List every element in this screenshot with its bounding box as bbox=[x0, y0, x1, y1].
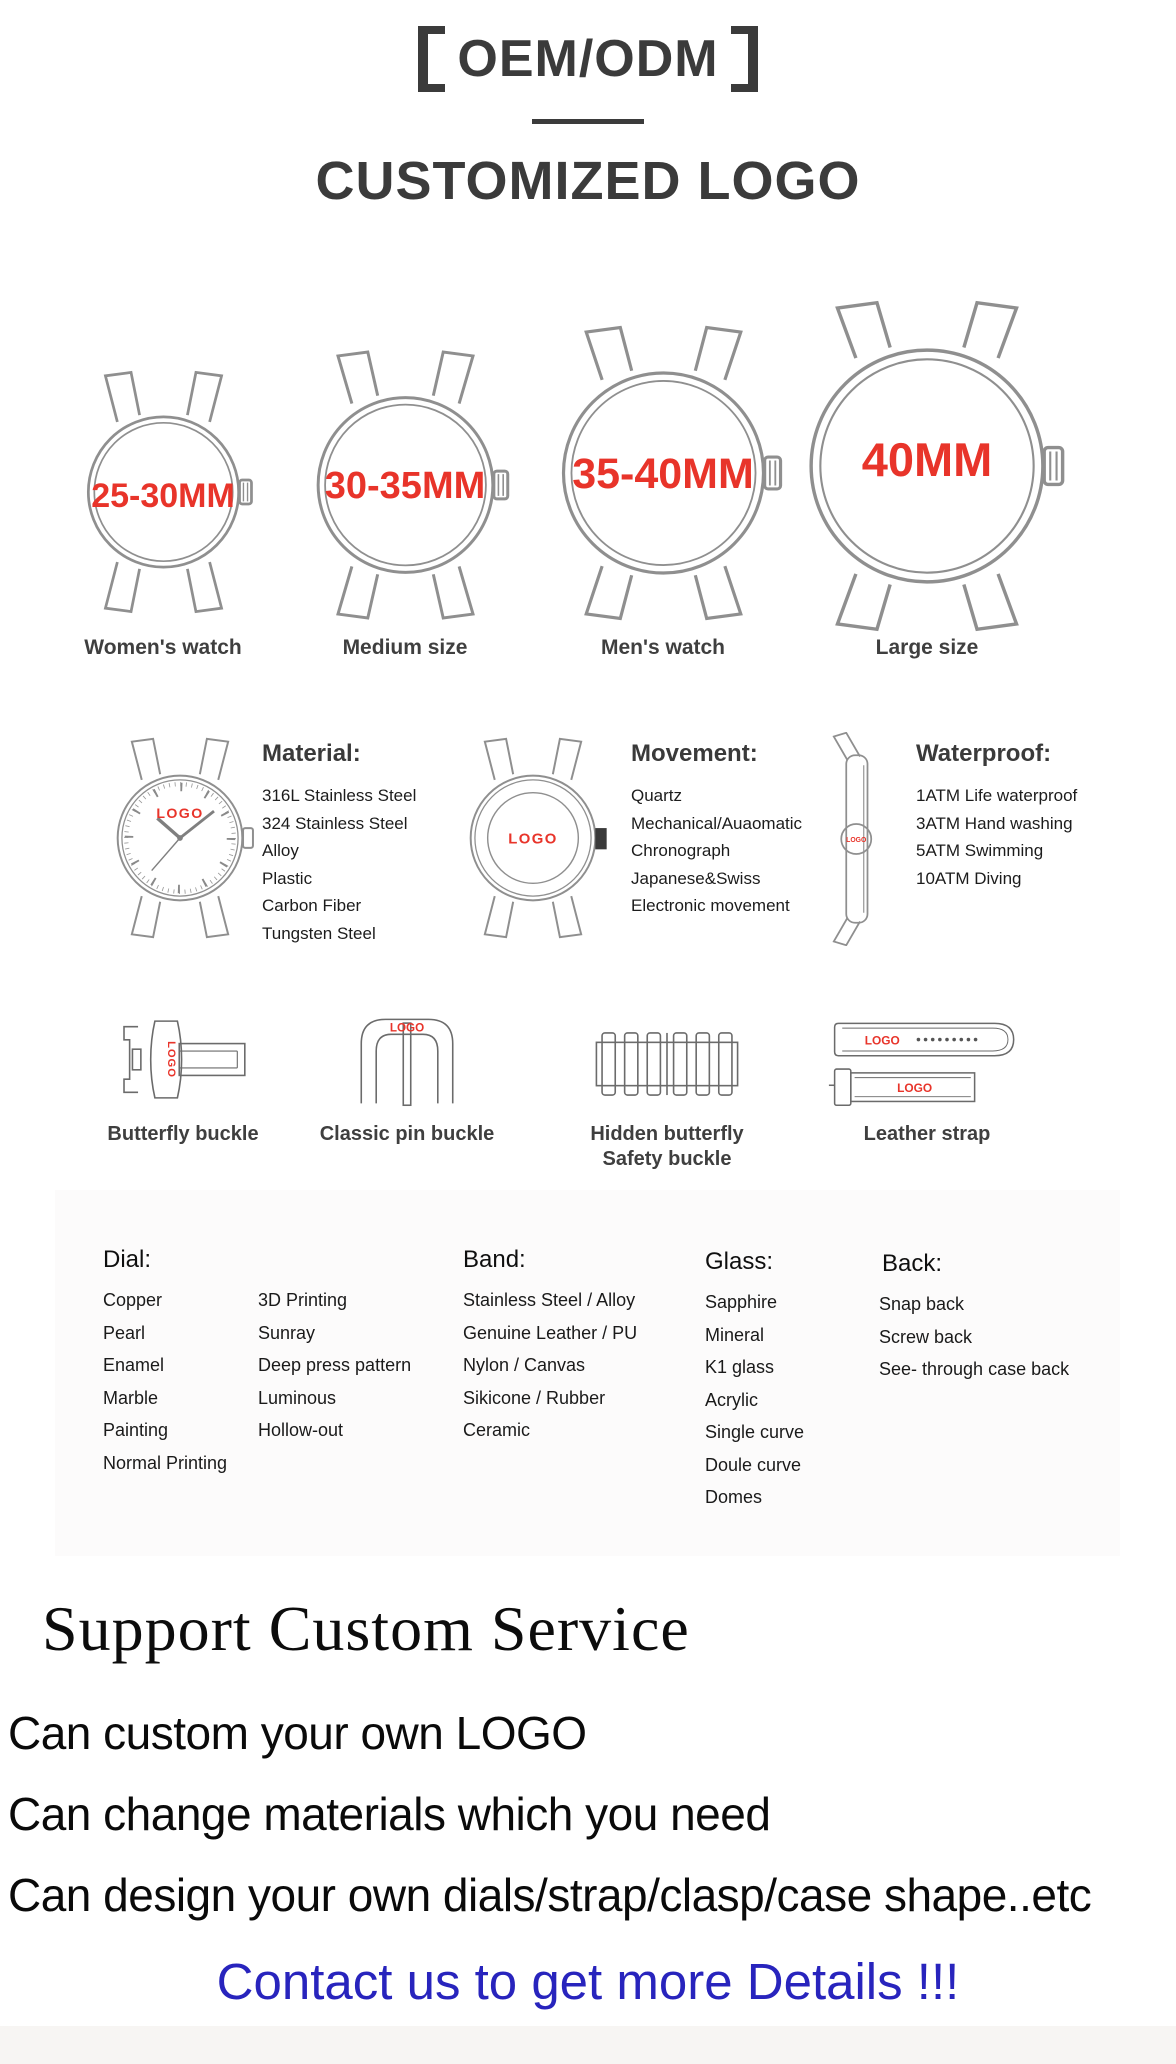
glass-options-list bbox=[705, 1286, 804, 1514]
band-options-title: Band: bbox=[463, 1246, 526, 1273]
design-own-line: Can design your own dials/strap/clasp/case shape..etc bbox=[8, 1869, 1092, 1921]
movement-item: Chronograph bbox=[631, 841, 731, 860]
watch-category-2: Medium size bbox=[342, 636, 468, 659]
dial-option: Copper bbox=[103, 1290, 163, 1310]
material-item: Alloy bbox=[262, 841, 299, 860]
watch-category-3: Men's watch bbox=[600, 636, 726, 659]
material-title: Material: bbox=[262, 740, 361, 767]
glass-option: Domes bbox=[705, 1487, 763, 1507]
material-item: 324 Stainless Steel bbox=[262, 813, 408, 833]
watch-size-label-3: 35-40MM bbox=[572, 450, 754, 498]
dial-option: 3D Printing bbox=[258, 1290, 348, 1310]
glass-option: Acrylic bbox=[705, 1389, 758, 1410]
watch-category-1: Women's watch bbox=[84, 636, 242, 659]
logo-placeholder-pin: LOGO bbox=[389, 1021, 425, 1035]
watch-size-label-1: 25-30MM bbox=[91, 477, 235, 515]
glass-option: Sapphire bbox=[705, 1292, 778, 1312]
glass-option: Single curve bbox=[705, 1422, 805, 1442]
left-lenticular-bracket bbox=[418, 26, 445, 92]
buckle-caption-3-line2: Safety buckle bbox=[602, 1148, 732, 1170]
buckle-caption-1: Butterfly buckle bbox=[107, 1123, 259, 1145]
band-option: Ceramic bbox=[463, 1420, 531, 1440]
movement-item: Japanese&Swiss bbox=[631, 868, 761, 888]
watch-side-profile-illustration bbox=[830, 732, 885, 946]
band-option: Stainless Steel / Alloy bbox=[463, 1290, 636, 1310]
dial-options-col2 bbox=[258, 1284, 411, 1447]
dial-option: Enamel bbox=[103, 1355, 165, 1375]
watch-category-4: Large size bbox=[875, 636, 979, 659]
page-title bbox=[0, 26, 1176, 92]
waterproof-item: 5ATM Swimming bbox=[916, 841, 1044, 860]
buckle-caption-4: Leather strap bbox=[863, 1123, 991, 1145]
dial-option: Normal Printing bbox=[103, 1452, 228, 1473]
waterproof-title: Waterproof: bbox=[916, 740, 1052, 767]
band-options-list bbox=[463, 1284, 637, 1447]
logo-placeholder-strap-bottom: LOGO bbox=[897, 1080, 933, 1095]
waterproof-item: 1ATM Life waterproof bbox=[916, 786, 1078, 805]
dial-option: Hollow-out bbox=[258, 1420, 344, 1440]
movement-item: Electronic movement bbox=[631, 896, 790, 915]
back-options-title: Back: bbox=[882, 1250, 943, 1277]
logo-placeholder-strap-top: LOGO bbox=[864, 1033, 900, 1048]
material-item: 316L Stainless Steel bbox=[262, 786, 417, 805]
right-lenticular-bracket bbox=[731, 26, 758, 92]
band-option: Sikicone / Rubber bbox=[463, 1387, 606, 1408]
material-item: Tungsten Steel bbox=[262, 923, 376, 943]
dial-option: Sunray bbox=[258, 1322, 316, 1343]
logo-placeholder-side: LOGO bbox=[846, 837, 867, 845]
page-title-text: OEM/ODM bbox=[457, 30, 719, 88]
hidden-butterfly-buckle-illustration bbox=[587, 1012, 747, 1116]
butterfly-buckle-illustration bbox=[108, 1008, 258, 1111]
waterproof-item: 10ATM Diving bbox=[916, 868, 1022, 888]
back-option: Screw back bbox=[879, 1326, 973, 1347]
logo-placeholder-butterfly: LOGO bbox=[165, 1041, 178, 1078]
dial-option: Deep press pattern bbox=[258, 1355, 412, 1375]
waterproof-spec-block bbox=[916, 740, 1077, 892]
back-option: Snap back bbox=[879, 1294, 965, 1314]
logo-placeholder-dial: LOGO bbox=[156, 806, 204, 823]
movement-item: Mechanical/Auaomatic bbox=[631, 813, 803, 833]
buckle-caption-2: Classic pin buckle bbox=[319, 1123, 495, 1145]
glass-option: Doule curve bbox=[705, 1454, 802, 1475]
dial-option: Marble bbox=[103, 1387, 159, 1408]
material-spec-block bbox=[262, 740, 416, 947]
back-option: See- through case back bbox=[879, 1359, 1070, 1379]
watch-case-illustration bbox=[448, 736, 618, 940]
dial-option: Luminous bbox=[258, 1387, 337, 1408]
custom-logo-line: Can custom your own LOGO bbox=[8, 1707, 587, 1759]
movement-item: Quartz bbox=[631, 786, 683, 805]
watch-size-label-2: 30-35MM bbox=[324, 465, 486, 507]
support-custom-service-heading: Support Custom Service bbox=[42, 1593, 690, 1664]
dial-options-col1 bbox=[103, 1284, 227, 1479]
watch-size-label-4: 40MM bbox=[861, 433, 993, 486]
pin-buckle-illustration bbox=[337, 1008, 477, 1111]
movement-spec-block bbox=[631, 740, 802, 920]
dial-option: Pearl bbox=[103, 1322, 146, 1343]
watch-face-illustration bbox=[95, 736, 265, 940]
glass-options-title: Glass: bbox=[705, 1248, 774, 1275]
material-item: Plastic bbox=[262, 868, 313, 888]
glass-option: K1 glass bbox=[705, 1357, 775, 1377]
back-options-list bbox=[879, 1288, 1069, 1386]
change-materials-line: Can change materials which you need bbox=[8, 1788, 771, 1840]
band-option: Nylon / Canvas bbox=[463, 1355, 586, 1375]
contact-us-line: Contact us to get more Details !!! bbox=[216, 1953, 960, 2010]
leather-strap-illustration bbox=[827, 1008, 1027, 1113]
page-subtitle: CUSTOMIZED LOGO bbox=[315, 151, 861, 211]
glass-option: Mineral bbox=[705, 1324, 765, 1345]
bottom-gray-strip bbox=[0, 2026, 1176, 2064]
movement-title: Movement: bbox=[631, 740, 758, 767]
buckle-caption-3 bbox=[537, 1122, 797, 1172]
material-item: Carbon Fiber bbox=[262, 896, 362, 915]
dial-option: Painting bbox=[103, 1420, 169, 1440]
band-option: Genuine Leather / PU bbox=[463, 1322, 638, 1343]
waterproof-item: 3ATM Hand washing bbox=[916, 813, 1073, 833]
dial-options-title: Dial: bbox=[103, 1246, 152, 1273]
title-divider bbox=[532, 119, 644, 124]
logo-placeholder-case: LOGO bbox=[508, 831, 558, 848]
buckle-caption-3-line1: Hidden butterfly bbox=[590, 1123, 744, 1145]
